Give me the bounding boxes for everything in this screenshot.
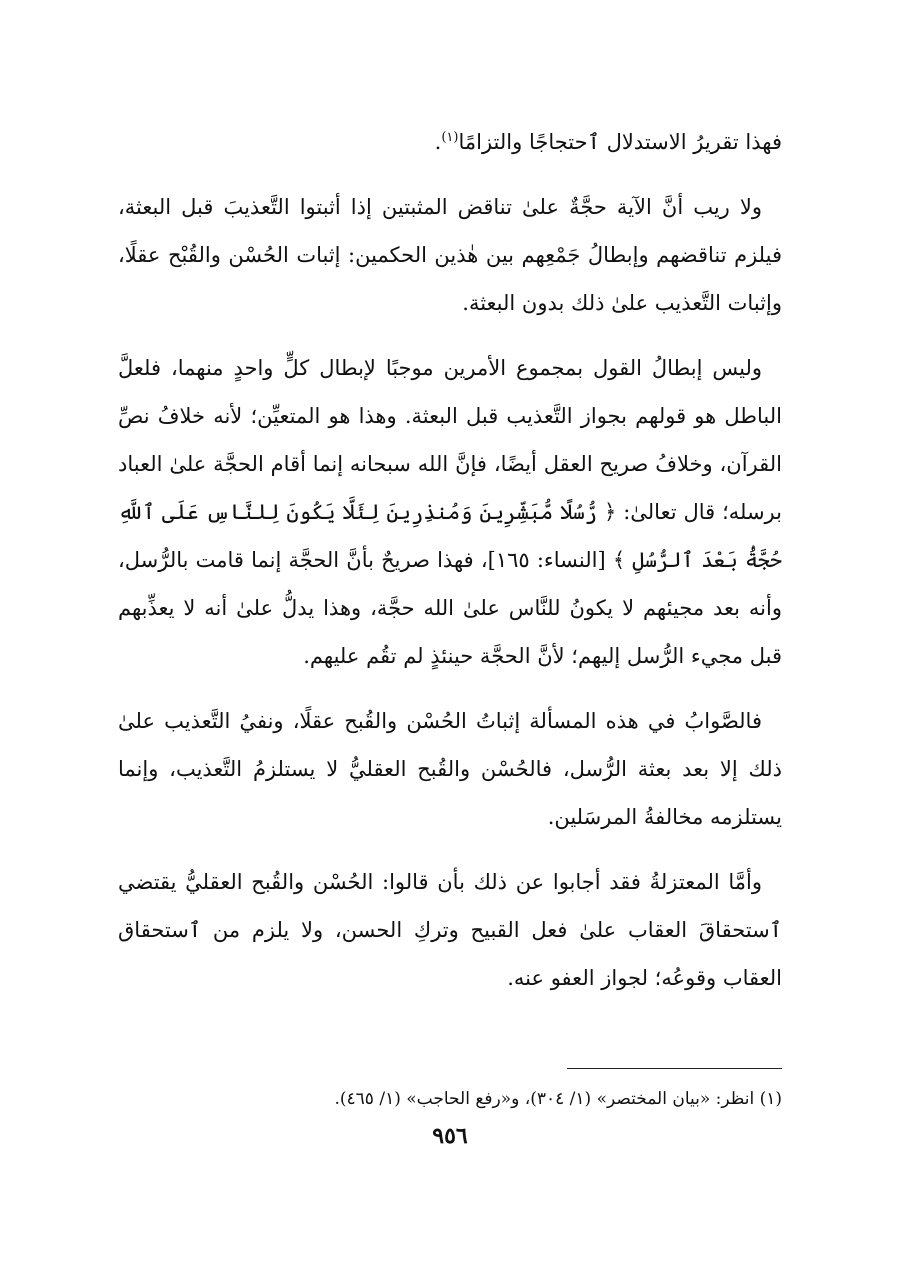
footnote-text: انظر: «بيان المختصر» (١/ ٣٠٤)، و«رفع الحاجب» (١/ ٤٦٥). — [334, 1089, 755, 1109]
paragraph-2: ولا ريب أنَّ الآية حجَّةٌ علىٰ تناقض المثبتين إذا أثبتوا التَّعذيبَ قبل البعثة، فيلزم تناقضهم وإبطالُ جَمْعِهم بين هٰذين الحكمين: إثبات الحُسْن والقُبْح عقلًا، وإثبات التَّعذيب علىٰ ذلك بدون البعثة. — [118, 195, 782, 315]
footnote-ref-1[interactable]: (١) — [441, 130, 459, 145]
paragraph-3 — [118, 344, 782, 680]
quran-verse: ﴿ رُّسُلًا مُّبَشِّرِينَ وَمُنذِرِينَ لِئَلَّا يَكُونَ لِلنَّاسِ عَلَى ٱللَّهِ حُجَّةُۢ بَعْدَ ٱلرُّسُلِ ﴾ — [118, 500, 782, 572]
page-number: ٩٥٦ — [432, 1123, 468, 1149]
footnote-number: (١) — [759, 1089, 782, 1109]
quran-citation: [النساء: ١٦٥] — [487, 548, 613, 572]
paragraph-1 — [118, 118, 782, 166]
paragraph-3-text-after: ، فهذا صريحٌ بأنَّ الحجَّة إنما قامت بالرُّسل، وأنه بعد مجيئهم لا يكونُ للنَّاس علىٰ الله حجَّة، وهذا يدلُّ علىٰ أنه لا يعذِّبهم قبل مجيء الرُّسل إليهم؛ لأنَّ الحجَّة حينئذٍ لم تقُم عليهم. — [118, 548, 782, 668]
paragraph-3-text-before: وليس إبطالُ القول بمجموع الأمرين موجبًا لإبطال كلٍّ واحدٍ منهما، فلعلَّ الباطل هو قولهم بجواز التَّعذيب قبل البعثة. وهذا هو المتعيِّن؛ لأنه خلافُ نصِّ القرآن، وخلافُ صريح العقل أيضًا، فإنَّ الله سبحانه إنما أقام الحجَّة علىٰ العباد برسله؛ قال تعالىٰ: — [118, 356, 782, 524]
page-body — [118, 118, 782, 1019]
paragraph-1-suffix: . — [434, 130, 442, 154]
paragraph-4: فالصَّوابُ في هذه المسألة إثباتُ الحُسْن والقُبح عقلًا، ونفيُ التَّعذيب علىٰ ذلك إلا بعد بعثة الرُّسل، فالحُسْن والقُبح العقليُّ لا يستلزمُ التَّعذيب، وإنما يستلزمه مخالفةُ المرسَلين. — [118, 709, 782, 829]
paragraph-1-text: فهذا تقريرُ الاستدلال ٱحتجاجًا والتزامًا — [458, 130, 782, 154]
footnote-1 — [118, 1086, 782, 1112]
paragraph-5: وأمَّا المعتزلةُ فقد أجابوا عن ذلك بأن قالوا: الحُسْن والقُبح العقليُّ يقتضي ٱستحقاقَ العقاب علىٰ فعل القبيح وتركِ الحسن، ولا يلزم من ٱستحقاق العقاب وقوعُه؛ لجواز العفو عنه. — [118, 870, 782, 990]
footnote-divider — [567, 1068, 782, 1069]
